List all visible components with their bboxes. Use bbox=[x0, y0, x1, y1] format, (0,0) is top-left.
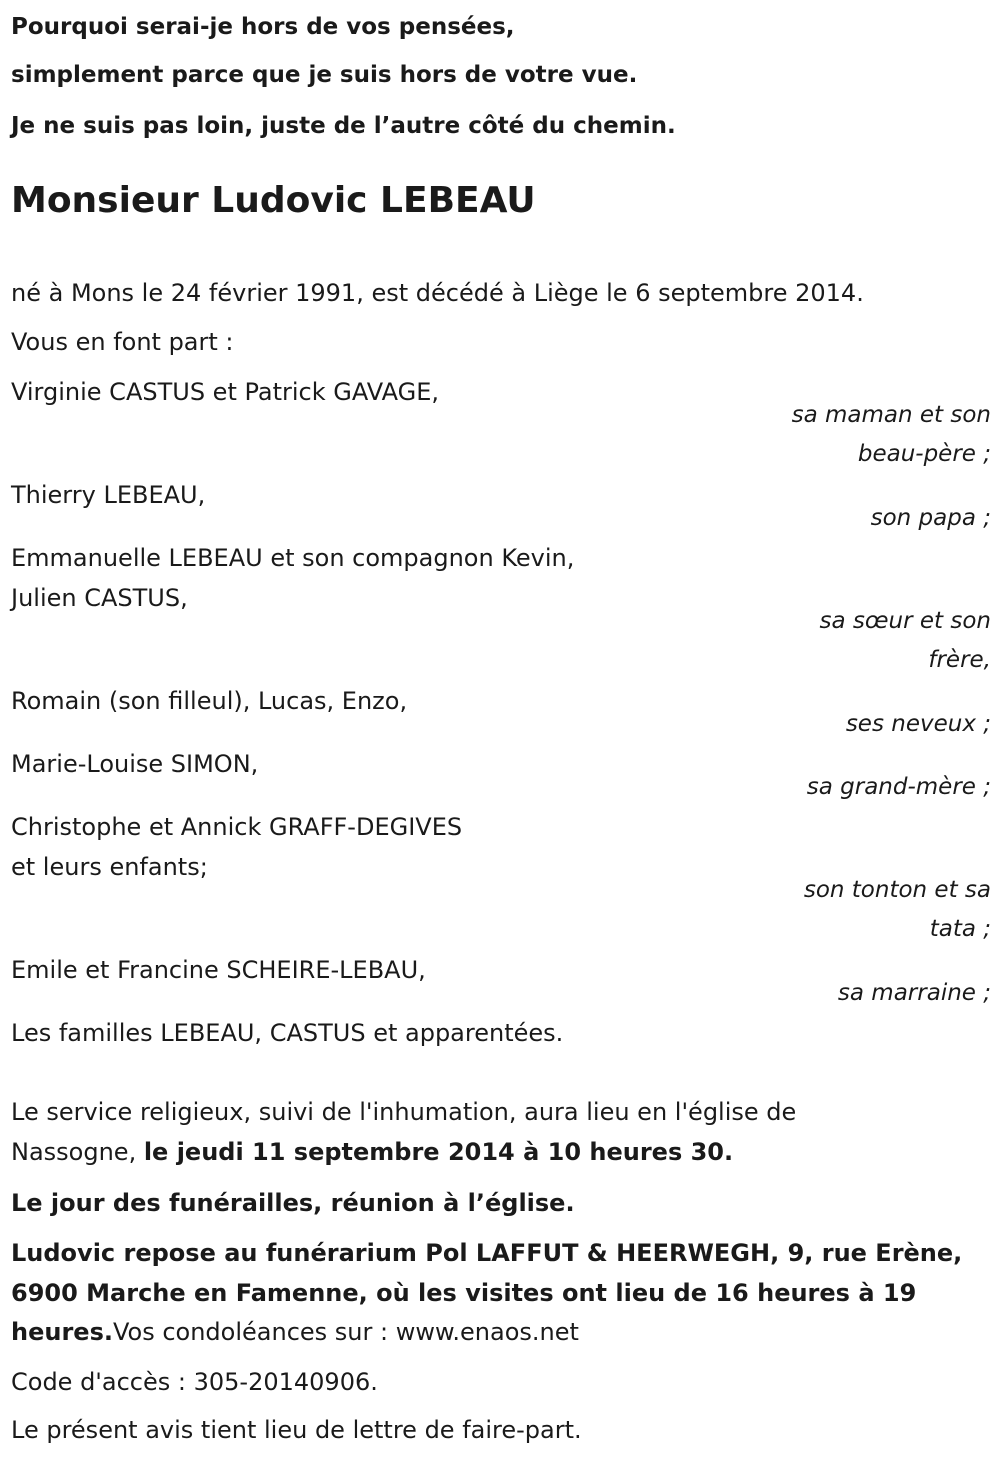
repose-line-1: Ludovic repose au funérarium Pol LAFFUT & HEERWEGH, 9, rue Erène, bbox=[11, 1239, 963, 1267]
announcers-intro: Vous en font part : bbox=[11, 328, 234, 356]
family-relation-6b: tata ; bbox=[929, 916, 991, 942]
family-name-1: Virginie CASTUS et Patrick GAVAGE, bbox=[11, 378, 440, 406]
closing-note: Le présent avis tient lieu de lettre de faire-part. bbox=[11, 1416, 582, 1444]
family-relation-7: sa marraine ; bbox=[837, 980, 991, 1006]
condolences-link-text: Vos condoléances sur : www.enaos.net bbox=[112, 1318, 579, 1346]
repose-line-3 bbox=[11, 1318, 579, 1346]
family-relation-2: son papa ; bbox=[870, 505, 991, 531]
service-place: Nassogne, bbox=[11, 1138, 144, 1166]
family-relation-5: sa grand-mère ; bbox=[806, 774, 991, 800]
family-name-6a: Christophe et Annick GRAFF-DEGIVES bbox=[11, 813, 463, 841]
service-datetime: le jeudi 11 septembre 2014 à 10 heures 30. bbox=[143, 1138, 734, 1166]
meeting-line: Le jour des funérailles, réunion à l’église. bbox=[11, 1189, 575, 1217]
repose-line-2: 6900 Marche en Famenne, où les visites ont lieu de 16 heures à 19 bbox=[11, 1279, 917, 1307]
family-name-8: Les familles LEBEAU, CASTUS et apparentées. bbox=[11, 1019, 564, 1047]
family-name-6b: et leurs enfants; bbox=[11, 853, 208, 881]
family-name-4: Romain (son filleul), Lucas, Enzo, bbox=[11, 687, 408, 715]
family-relation-1a: sa maman et son bbox=[791, 402, 991, 428]
poem-line-3: Je ne suis pas loin, juste de l’autre côté du chemin. bbox=[11, 113, 676, 139]
service-line-2 bbox=[11, 1138, 733, 1166]
family-relation-3b: frère, bbox=[928, 647, 991, 673]
family-relation-6a: son tonton et sa bbox=[803, 877, 991, 903]
family-name-2: Thierry LEBEAU, bbox=[11, 481, 206, 509]
family-name-5: Marie-Louise SIMON, bbox=[11, 750, 259, 778]
family-name-3b: Julien CASTUS, bbox=[11, 584, 188, 612]
access-code: Code d'accès : 305-20140906. bbox=[11, 1368, 378, 1396]
poem-line-1: Pourquoi serai-je hors de vos pensées, bbox=[11, 14, 515, 40]
poem-line-2: simplement parce que je suis hors de votre vue. bbox=[11, 62, 638, 88]
repose-hours-end: heures. bbox=[11, 1318, 113, 1346]
deceased-name-title: Monsieur Ludovic LEBEAU bbox=[11, 180, 536, 221]
birth-death-line: né à Mons le 24 février 1991, est décédé à Liège le 6 septembre 2014. bbox=[11, 279, 864, 307]
service-line-1: Le service religieux, suivi de l'inhumation, aura lieu en l'église de bbox=[11, 1098, 797, 1126]
family-relation-3a: sa sœur et son bbox=[819, 608, 991, 634]
family-relation-1b: beau-père ; bbox=[857, 441, 991, 467]
family-name-3a: Emmanuelle LEBEAU et son compagnon Kevin, bbox=[11, 544, 575, 572]
family-relation-4: ses neveux ; bbox=[845, 711, 991, 737]
family-name-7: Emile et Francine SCHEIRE-LEBAU, bbox=[11, 956, 426, 984]
